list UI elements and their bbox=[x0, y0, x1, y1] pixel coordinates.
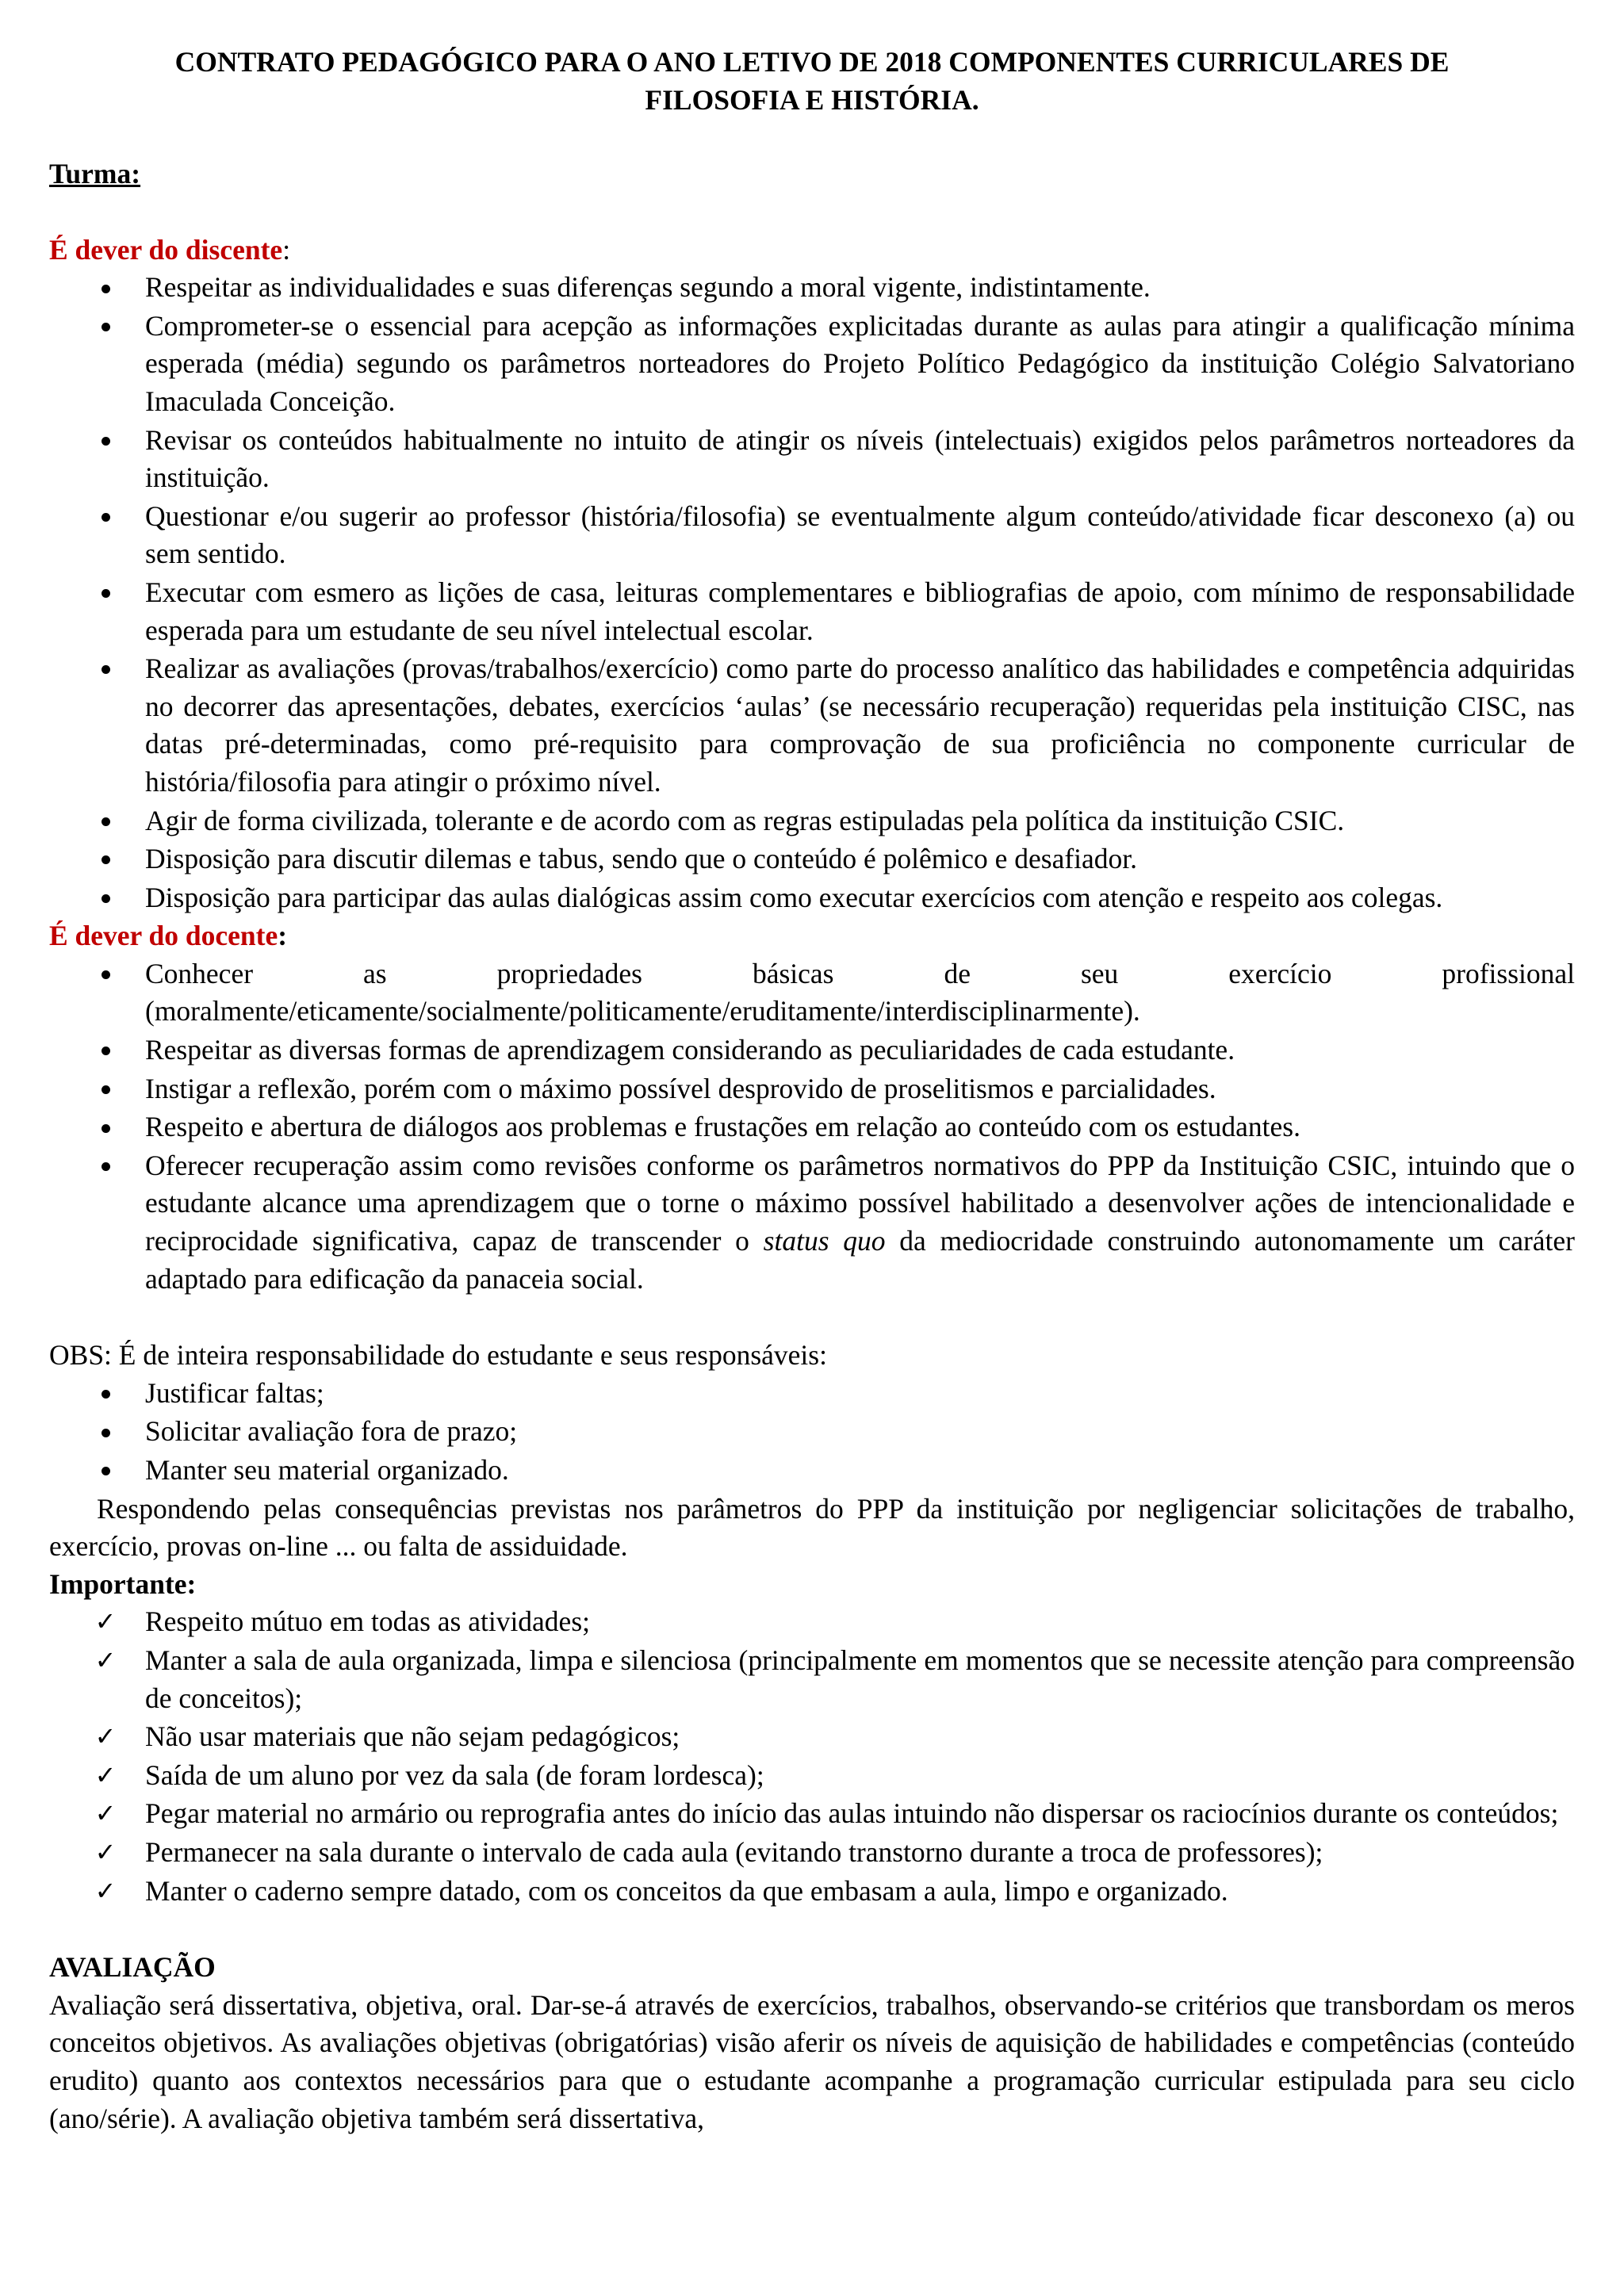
list-item: Manter seu material organizado. bbox=[49, 1452, 1575, 1490]
bullet-icon bbox=[94, 574, 117, 612]
list-item: ✓ Pegar material no armário ou reprografia antes do início das aulas intuindo não dispersar os raciocínios durante os conteúdos; bbox=[49, 1795, 1575, 1833]
bullet-icon bbox=[94, 840, 117, 878]
obs-paragraph: Respondendo pelas consequências previstas nos parâmetros do PPP da instituição por negligenciar solicitações de trabalho, exercício, provas on-line ... ou falta de assiduidade. bbox=[49, 1492, 1575, 1563]
bullet-icon bbox=[94, 1108, 117, 1146]
checkmark-icon: ✓ bbox=[94, 1721, 117, 1752]
docente-heading-colon: : bbox=[278, 920, 288, 952]
obs-list bbox=[49, 1375, 1575, 1490]
bullet-icon bbox=[94, 955, 117, 993]
list-item: ✓ Manter a sala de aula organizada, limpa e silenciosa (principalmente em momentos que se necessite atenção para compreensão de conceitos); bbox=[49, 1642, 1575, 1717]
avaliacao-paragraph: Avaliação será dissertativa, objetiva, oral. Dar-se-á através de exercícios, trabalhos, observando-se critérios que transbordam os meros conceitos objetivos. As avaliações objetivas (obrigatórias) visão aferir os níveis de aquisição de habilidades e competências (conteúdo erudito) quanto aos contextos necessários para que o estudante acompanhe a programação curricular estipulada para seu ciclo (ano/série). A avaliação objetiva também será dissertativa, bbox=[49, 1988, 1575, 2134]
list-item: ✓ Respeito mútuo em todas as atividades; bbox=[49, 1603, 1575, 1641]
importante-list bbox=[49, 1603, 1575, 1910]
checkmark-icon: ✓ bbox=[94, 1836, 117, 1867]
bullet-icon bbox=[94, 650, 117, 688]
document-title bbox=[49, 43, 1575, 119]
bullet-icon bbox=[94, 269, 117, 307]
title-line-2: FILOSOFIA E HISTÓRIA. bbox=[645, 84, 979, 116]
bullet-icon bbox=[94, 1413, 117, 1451]
document-page bbox=[49, 43, 1575, 2137]
list-item: ✓ Saída de um aluno por vez da sala (de foram lordesca); bbox=[49, 1757, 1575, 1795]
bullet-icon bbox=[94, 1375, 117, 1413]
bullet-icon bbox=[94, 308, 117, 346]
spacer bbox=[49, 1911, 1575, 1949]
obs-intro: OBS: É de inteira responsabilidade do estudante e seus responsáveis: bbox=[49, 1339, 827, 1372]
bullet-icon bbox=[94, 1070, 117, 1108]
bullet-icon bbox=[94, 802, 117, 840]
list-item: Questionar e/ou sugerir ao professor (história/filosofia) se eventualmente algum conteúdo/atividade ficar desconexo (a) ou sem sentido. bbox=[49, 498, 1575, 573]
docente-heading-line bbox=[49, 917, 1575, 955]
discente-list bbox=[49, 269, 1575, 916]
bullet-icon bbox=[94, 1031, 117, 1070]
checkmark-icon: ✓ bbox=[94, 1606, 117, 1637]
list-item: Oferecer recuperação assim como revisões conforme os parâmetros normativos do PPP da Instituição CSIC, intuindo que o estudante alcance uma aprendizagem que o torne o máximo possível habilitado a desenvolver ações de intencionalidade e reciprocidade significativa, capaz de transcender o status quo da mediocridade construindo autonomamente um caráter adaptado para edificação da panaceia social. bbox=[49, 1147, 1575, 1298]
list-item: Instigar a reflexão, porém com o máximo possível desprovido de proselitismos e parcialidades. bbox=[49, 1070, 1575, 1108]
list-item: Comprometer-se o essencial para acepção as informações explicitadas durante as aulas para atingir a qualificação mínima esperada (média) segundo os parâmetros norteadores do Projeto Político Pedagógico da instituição Colégio Salvatoriano Imaculada Conceição. bbox=[49, 308, 1575, 421]
bullet-icon bbox=[94, 1147, 117, 1185]
list-item: Justificar faltas; bbox=[49, 1375, 1575, 1413]
bullet-icon bbox=[94, 879, 117, 917]
spacer bbox=[49, 1299, 1575, 1337]
list-item: ✓ Permanecer na sala durante o intervalo de cada aula (evitando transtorno durante a troca de professores); bbox=[49, 1834, 1575, 1872]
list-item: Disposição para discutir dilemas e tabus, sendo que o conteúdo é polêmico e desafiador. bbox=[49, 840, 1575, 878]
docente-heading: É dever do docente bbox=[49, 920, 278, 952]
list-item: Agir de forma civilizada, tolerante e de acordo com as regras estipuladas pela política da instituição CSIC. bbox=[49, 802, 1575, 840]
bullet-icon bbox=[94, 1452, 117, 1490]
list-item: Revisar os conteúdos habitualmente no intuito de atingir os níveis (intelectuais) exigidos pelos parâmetros norteadores da instituição. bbox=[49, 422, 1575, 497]
bullet-icon bbox=[94, 498, 117, 536]
list-item: ✓ Manter o caderno sempre datado, com os conceitos da que embasam a aula, limpo e organizado. bbox=[49, 1873, 1575, 1911]
list-item: Realizar as avaliações (provas/trabalhos/exercício) como parte do processo analítico das habilidades e competência adquiridas no decorrer das apresentações, debates, exercícios ‘aulas’ (se necessário recuperação) requeridas pela instituição CISC, nas datas pré-determinadas, como pré-requisito para comprovação de sua proficiência no componente curricular de história/filosofia para atingir o próximo nível. bbox=[49, 650, 1575, 801]
list-item: Conhecer as propriedades básicas de seu exercício profissional (moralmente/eticamente/socialmente/politicamente/eruditamente/interdisciplinarmente). bbox=[49, 955, 1575, 1031]
title-line-1: CONTRATO PEDAGÓGICO PARA O ANO LETIVO DE 2018 COMPONENTES CURRICULARES DE bbox=[174, 46, 1450, 78]
list-item: Respeito e abertura de diálogos aos problemas e frustações em relação ao conteúdo com os estudantes. bbox=[49, 1108, 1575, 1146]
checkmark-icon: ✓ bbox=[94, 1875, 117, 1906]
avaliacao-heading: AVALIAÇÃO bbox=[49, 1951, 216, 1984]
list-item: Respeitar as individualidades e suas diferenças segundo a moral vigente, indistintamente. bbox=[49, 269, 1575, 307]
turma-label: Turma: bbox=[49, 158, 141, 189]
checkmark-icon: ✓ bbox=[94, 1759, 117, 1790]
list-item: Solicitar avaliação fora de prazo; bbox=[49, 1413, 1575, 1451]
importante-heading: Importante: bbox=[49, 1567, 197, 1600]
list-item: Respeitar as diversas formas de aprendizagem considerando as peculiaridades de cada estudante. bbox=[49, 1031, 1575, 1070]
discente-heading: É dever do discente bbox=[49, 233, 283, 266]
checkmark-icon: ✓ bbox=[94, 1798, 117, 1829]
list-item: Disposição para participar das aulas dialógicas assim como executar exercícios com atenção e respeito aos colegas. bbox=[49, 879, 1575, 917]
list-item: ✓ Não usar materiais que não sejam pedagógicos; bbox=[49, 1718, 1575, 1756]
discente-heading-line bbox=[49, 232, 1575, 270]
discente-heading-colon: : bbox=[282, 233, 291, 266]
checkmark-icon: ✓ bbox=[94, 1644, 117, 1675]
bullet-icon bbox=[94, 422, 117, 460]
list-item: Executar com esmero as lições de casa, leituras complementares e bibliografias de apoio, com mínimo de responsabilidade esperada para um estudante de seu nível intelectual escolar. bbox=[49, 574, 1575, 649]
docente-list bbox=[49, 955, 1575, 1298]
